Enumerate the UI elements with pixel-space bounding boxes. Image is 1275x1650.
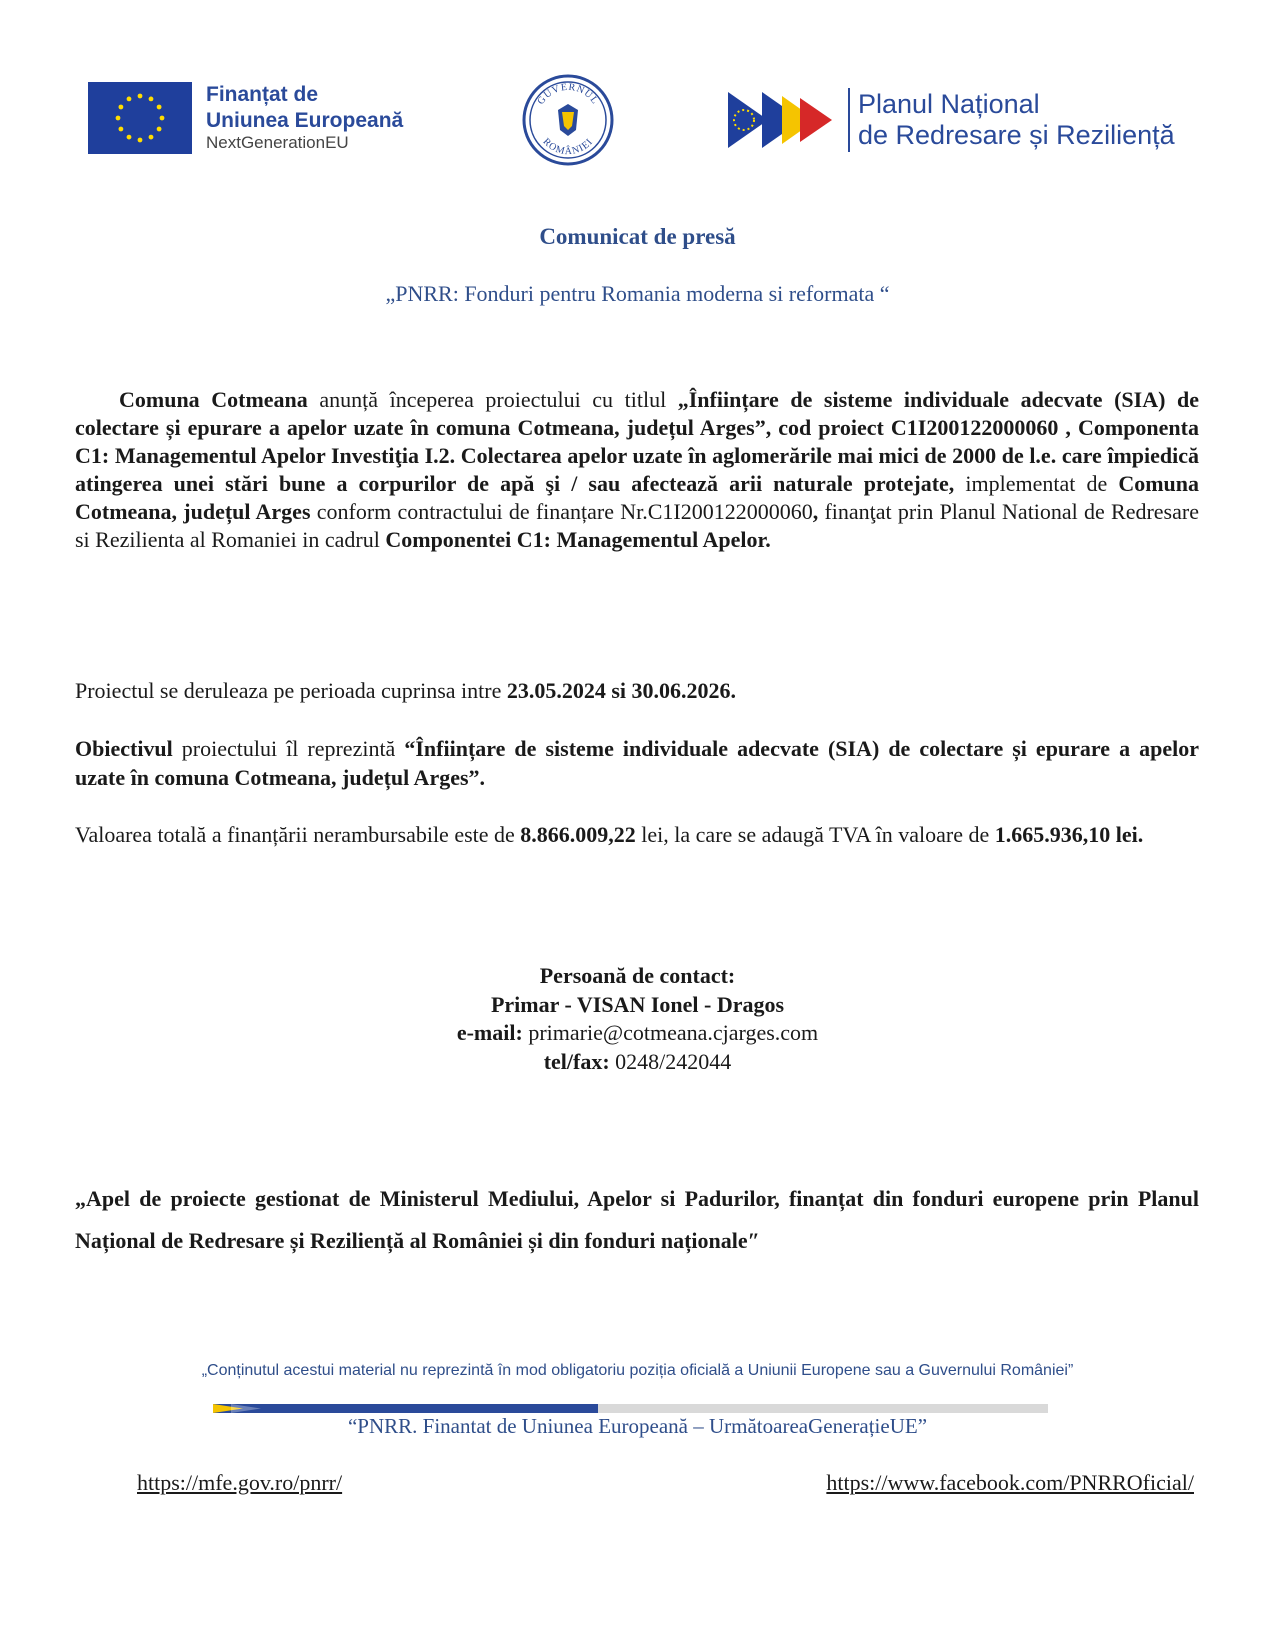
objective-middle: proiectului îl reprezintă	[172, 736, 405, 761]
eu-funding-logo	[88, 82, 403, 154]
document-title: Comunicat de presă	[539, 224, 736, 249]
facebook-pnrr-link[interactable]: https://www.facebook.com/PNRROficial/	[826, 1470, 1194, 1495]
eu-star-icon	[119, 105, 124, 110]
pnrr-logo-line2: de Redresare și Reziliență	[858, 120, 1175, 150]
seal-text-bottom: ROMÂNIEI	[540, 136, 596, 158]
objective-label: Obiectivul	[75, 736, 173, 761]
eu-flag-icon	[88, 82, 192, 154]
contact-tel-label: tel/fax:	[543, 1048, 610, 1074]
contact-tel: 0248/242044	[609, 1048, 732, 1074]
intro-commune: Comuna Cotmeana	[119, 387, 308, 412]
eu-star-icon	[149, 135, 154, 140]
eu-star-icon	[119, 127, 124, 132]
footer-tagline: “PNRR. Finantat de Uniunea Europeană – UrmătoareaGenerațieUE”	[347, 1414, 928, 1438]
intro-text-3: conform contractului de finanțare Nr.C1I200122000060	[310, 499, 813, 524]
contact-heading: Persoană de contact:	[539, 963, 736, 988]
eu-star-icon	[149, 97, 154, 102]
contact-email-label: e-mail:	[456, 1020, 523, 1045]
objective-paragraph	[75, 734, 1199, 792]
pnrr-arrows-icon	[728, 88, 838, 152]
eu-star-icon	[138, 138, 143, 143]
contact-block	[0, 962, 1275, 1076]
intro-text-2: implementat de	[954, 471, 1119, 496]
period-paragraph	[75, 678, 1199, 704]
contact-person: Primar - VISAN Ionel - Dragos	[490, 991, 785, 1017]
eu-star-icon	[157, 127, 162, 132]
contact-email: primarie@cotmeana.cjarges.com	[522, 1020, 819, 1045]
eu-logo-text	[206, 82, 403, 154]
period-dates: 23.05.2024 si 30.06.2026.	[506, 678, 737, 703]
eu-star-icon	[116, 116, 121, 121]
pnrr-logo-line1: Planul Național	[858, 88, 1040, 119]
intro-paragraph	[75, 386, 1199, 554]
intro-project-title: „Înființare de sisteme individuale adecvate (SIA) de colectare și epurare a apelor uzate în comuna Cotmeana, județul Arges”, cod proiect C1I200122000060 , Componenta C1: Managementul Apelor Investiţia I.2. Colectarea apelor uzate în aglomerările mai mici de 2000 de l.e. care împiedică atingerea unei stări bune a corpurilor de apă şi / sau afectează arii naturale protejate,	[75, 387, 1199, 496]
objective-text: “Înființare de sisteme individuale adecvate (SIA) de colectare și epurare a apelor uzate în comuna Cotmeana, județul Arges”.	[75, 736, 1199, 790]
mfe-pnrr-link[interactable]: https://mfe.gov.ro/pnrr/	[137, 1470, 343, 1495]
appeal-statement: „Apel de proiecte gestionat de Ministerul Mediului, Apelor si Padurilor, finanțat din fonduri europene prin Planul Național de Redresare și Reziliență al României și din fonduri naționale″	[75, 1186, 1199, 1253]
footer-disclaimer: „Conținutul acestui material nu reprezintă în mod obligatoriu poziția oficială a Uniunii Europene sau a Guvernului României”	[201, 1362, 1074, 1379]
value-vat: 1.665.936,10 lei.	[994, 822, 1144, 847]
seal-text-top: GUVERNUL	[535, 81, 601, 107]
value-prefix: Valoarea totală a finanțării nerambursabile este de	[75, 822, 521, 847]
eu-star-icon	[157, 105, 162, 110]
pnrr-divider	[848, 88, 850, 152]
intro-component: Componentei C1: Managementul Apelor.	[385, 527, 771, 552]
value-amount: 8.866.009,22	[520, 822, 636, 847]
eu-logo-line3: NextGenerationEU	[206, 133, 349, 153]
value-middle: lei, la care se adaugă TVA în valoare de	[635, 822, 995, 847]
value-paragraph	[75, 820, 1199, 849]
footer-color-bar	[213, 1400, 1048, 1409]
period-prefix: Proiectul se deruleaza pe perioada cuprinsa intre	[75, 678, 507, 703]
document-subtitle: „PNRR: Fonduri pentru Romania moderna si reformata “	[385, 281, 890, 306]
pnrr-logo-text	[858, 89, 1175, 152]
intro-comma: ,	[812, 499, 819, 524]
intro-beneficiary: Comuna Cotmeana, județul Arges	[75, 471, 1199, 524]
eu-star-icon	[127, 135, 132, 140]
header-logos	[0, 70, 1275, 190]
eu-star-icon	[138, 94, 143, 99]
intro-text-4: finanţat prin Planul National de Redresare si Rezilienta al Romaniei in cadrul	[75, 499, 1199, 552]
pnrr-logo	[728, 88, 1175, 152]
eu-logo-line1: Finanțat de	[206, 83, 319, 107]
intro-text-1: anunță începerea proiectului cu titlul	[307, 387, 678, 412]
eu-star-icon	[127, 97, 132, 102]
eu-star-icon	[160, 116, 165, 121]
government-seal-icon	[522, 74, 614, 166]
eu-logo-line2: Uniunea Europeană	[206, 108, 404, 132]
